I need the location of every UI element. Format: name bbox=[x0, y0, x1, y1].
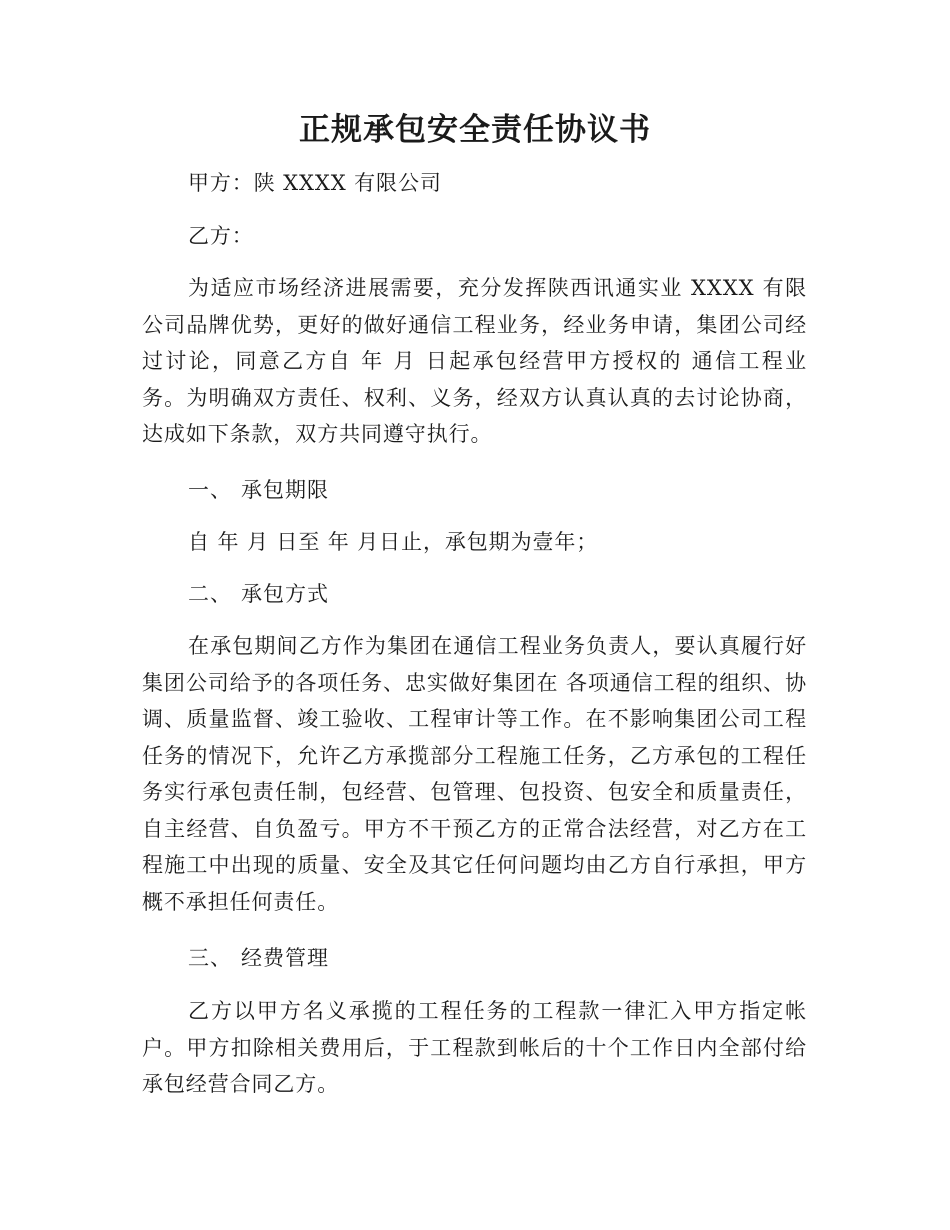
section-3-body: 乙方以甲方名义承揽的工程任务的工程款一律汇入甲方指定帐户。甲方扣除相关费用后，于工程款到帐后的十个工作日内全部付给承包经营合同乙方。 bbox=[142, 999, 807, 1096]
intro-paragraph: 为适应市场经济进展需要，充分发挥陕西讯通实业 XXXX 有限公司品牌优势，更好的做好通信工程业务，经业务申请，集团公司经过讨论，同意乙方自 年 月 日起承包经营甲方授权的 通信工程业务。为明确双方责任、权利、义务，经双方认真认真的去讨论协商，达成如下条款，双方共同遵守执行。 bbox=[142, 276, 807, 446]
party-b-line: 乙方： bbox=[188, 224, 254, 248]
section-2-title: 承包方式 bbox=[241, 582, 329, 606]
section-1-heading bbox=[188, 472, 329, 508]
section-2-heading bbox=[188, 576, 329, 612]
section-1-body: 自 年 月 日至 年 月日止，承包期为壹年； bbox=[188, 530, 599, 554]
document-title: 正规承包安全责任协议书 bbox=[299, 112, 651, 148]
section-2-number: 二、 bbox=[188, 582, 232, 606]
section-3-title: 经费管理 bbox=[241, 946, 329, 970]
section-2-body: 在承包期间乙方作为集团在通信工程业务负责人，要认真履行好集团公司给予的各项任务、忠实做好集团在 各项通信工程的组织、协调、质量监督、竣工验收、工程审计等工作。在不影响集团公司工程任务的情况下，允许乙方承揽部分工程施工任务，乙方承包的工程任务实行承包责任制，包经营、包管理、包投资、包安全和质量责任，自主经营、自负盈亏。甲方不干预乙方的正常合法经营，对乙方在工程施工中出现的质量、安全及其它任何问题均由乙方自行承担，甲方概不承担任何责任。 bbox=[142, 634, 807, 914]
section-3-number: 三、 bbox=[188, 946, 232, 970]
section-3-heading bbox=[188, 940, 329, 976]
section-1-number: 一、 bbox=[188, 478, 232, 502]
section-1-title: 承包期限 bbox=[241, 478, 329, 502]
party-a-line: 甲方：陕 XXXX 有限公司 bbox=[188, 171, 442, 195]
